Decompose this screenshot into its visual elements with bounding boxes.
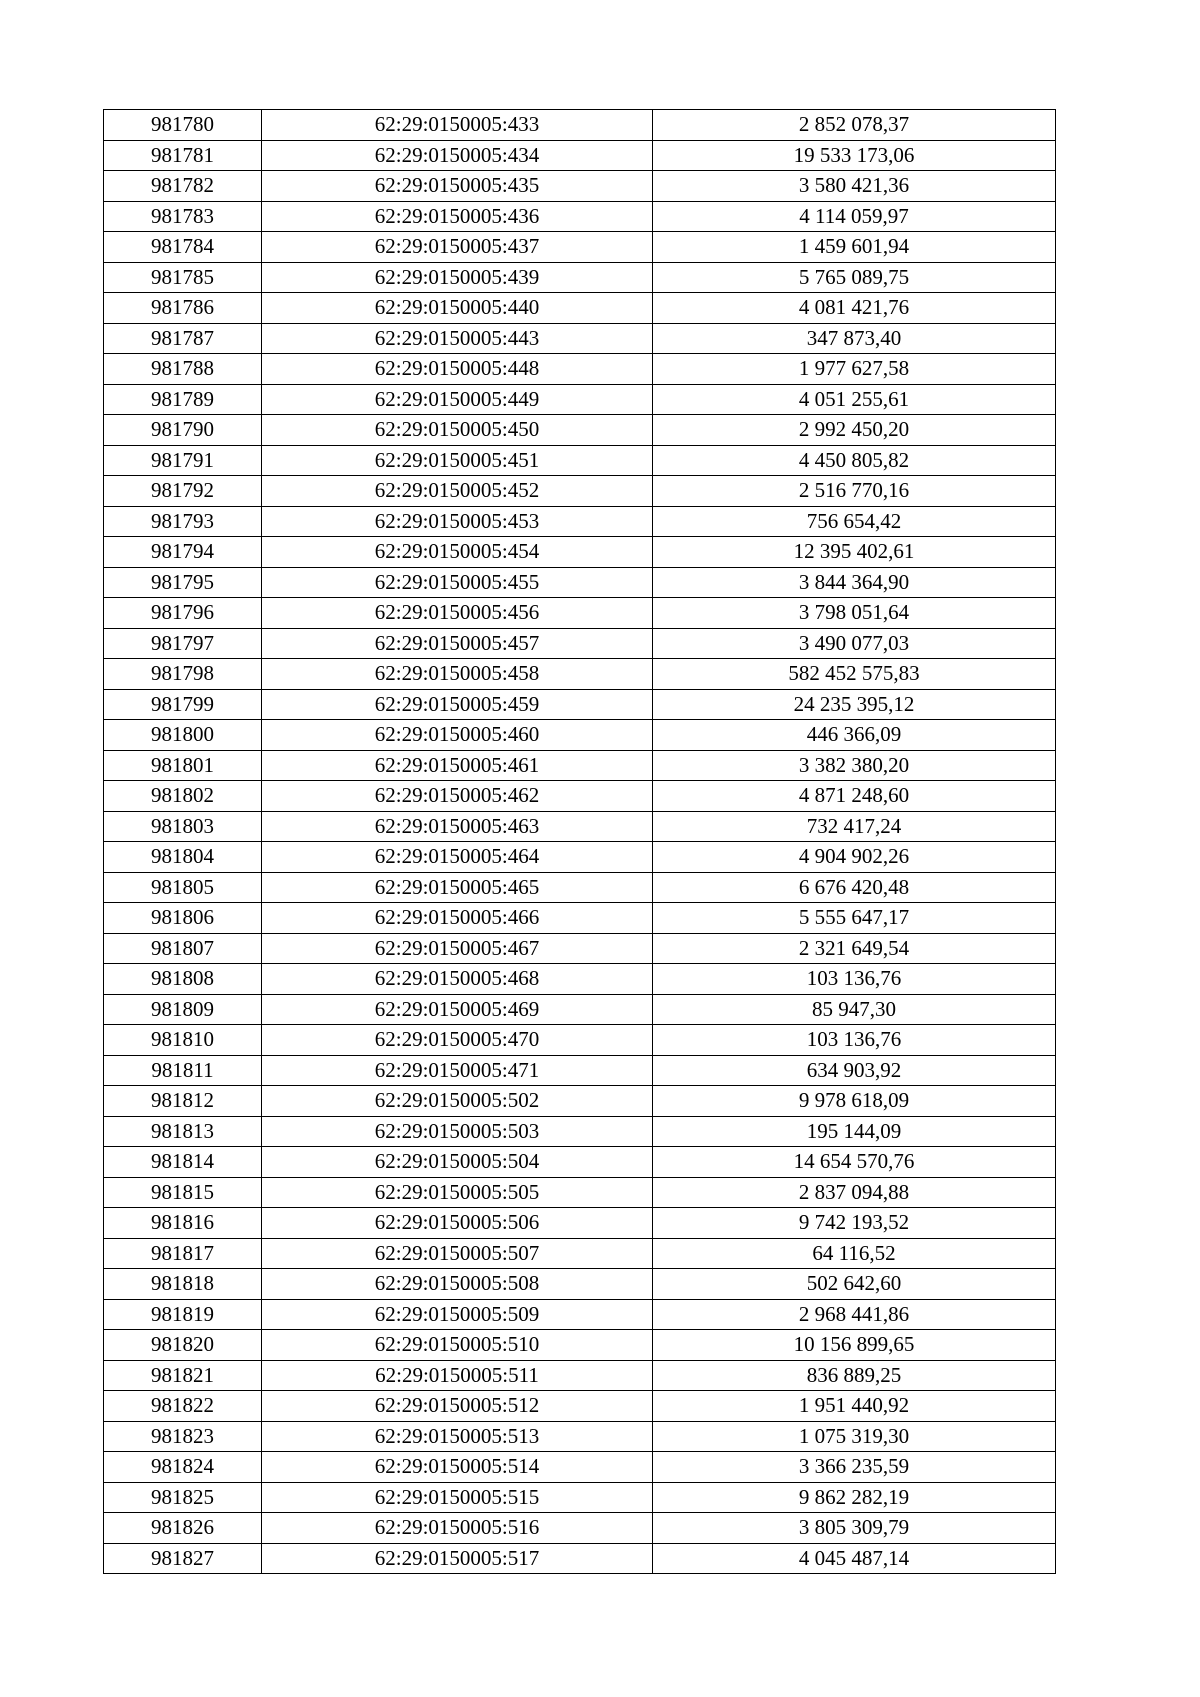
- cadastral-value-cell: 4 051 255,61: [653, 384, 1056, 415]
- row-number-cell: 981821: [104, 1360, 262, 1391]
- cadastral-value-cell: 4 114 059,97: [653, 201, 1056, 232]
- row-number-cell: 981800: [104, 720, 262, 751]
- row-number-cell: 981813: [104, 1116, 262, 1147]
- cadastral-value-cell: 3 490 077,03: [653, 628, 1056, 659]
- cadastral-value-cell: 4 081 421,76: [653, 293, 1056, 324]
- cadastral-number-cell: 62:29:0150005:453: [262, 506, 653, 537]
- cadastral-number-cell: 62:29:0150005:460: [262, 720, 653, 751]
- row-number-cell: 981817: [104, 1238, 262, 1269]
- cadastral-value-cell: 2 992 450,20: [653, 415, 1056, 446]
- cadastral-value-cell: 4 871 248,60: [653, 781, 1056, 812]
- cadastral-value-cell: 3 366 235,59: [653, 1452, 1056, 1483]
- row-number-cell: 981803: [104, 811, 262, 842]
- table-row: [104, 537, 1056, 568]
- cadastral-number-cell: 62:29:0150005:450: [262, 415, 653, 446]
- cadastral-number-cell: 62:29:0150005:511: [262, 1360, 653, 1391]
- table-row: [104, 689, 1056, 720]
- row-number-cell: 981820: [104, 1330, 262, 1361]
- cadastral-value-cell: 502 642,60: [653, 1269, 1056, 1300]
- cadastral-value-cell: 732 417,24: [653, 811, 1056, 842]
- table-row: [104, 1238, 1056, 1269]
- row-number-cell: 981804: [104, 842, 262, 873]
- cadastral-number-cell: 62:29:0150005:467: [262, 933, 653, 964]
- cadastral-value-cell: 10 156 899,65: [653, 1330, 1056, 1361]
- cadastral-number-cell: 62:29:0150005:471: [262, 1055, 653, 1086]
- row-number-cell: 981792: [104, 476, 262, 507]
- table-row: [104, 232, 1056, 263]
- row-number-cell: 981793: [104, 506, 262, 537]
- table-row: [104, 1543, 1056, 1574]
- table-row: [104, 1208, 1056, 1239]
- table-row: [104, 1299, 1056, 1330]
- table-row: [104, 811, 1056, 842]
- cadastral-value-cell: 2 321 649,54: [653, 933, 1056, 964]
- cadastral-value-cell: 3 805 309,79: [653, 1513, 1056, 1544]
- cadastral-number-cell: 62:29:0150005:457: [262, 628, 653, 659]
- table-row: [104, 1086, 1056, 1117]
- row-number-cell: 981808: [104, 964, 262, 995]
- cadastral-number-cell: 62:29:0150005:517: [262, 1543, 653, 1574]
- cadastral-number-cell: 62:29:0150005:510: [262, 1330, 653, 1361]
- row-number-cell: 981789: [104, 384, 262, 415]
- row-number-cell: 981812: [104, 1086, 262, 1117]
- cadastral-number-cell: 62:29:0150005:507: [262, 1238, 653, 1269]
- cadastral-value-cell: 103 136,76: [653, 1025, 1056, 1056]
- table-row: [104, 750, 1056, 781]
- row-number-cell: 981826: [104, 1513, 262, 1544]
- cadastral-number-cell: 62:29:0150005:439: [262, 262, 653, 293]
- table-row: [104, 384, 1056, 415]
- cadastral-number-cell: 62:29:0150005:470: [262, 1025, 653, 1056]
- row-number-cell: 981809: [104, 994, 262, 1025]
- cadastral-value-cell: 103 136,76: [653, 964, 1056, 995]
- table-row: [104, 1513, 1056, 1544]
- row-number-cell: 981785: [104, 262, 262, 293]
- row-number-cell: 981802: [104, 781, 262, 812]
- table-row: [104, 781, 1056, 812]
- cadastral-number-cell: 62:29:0150005:448: [262, 354, 653, 385]
- table-row: [104, 1055, 1056, 1086]
- cadastral-number-cell: 62:29:0150005:506: [262, 1208, 653, 1239]
- cadastral-number-cell: 62:29:0150005:455: [262, 567, 653, 598]
- cadastral-number-cell: 62:29:0150005:456: [262, 598, 653, 629]
- cadastral-value-cell: 836 889,25: [653, 1360, 1056, 1391]
- cadastral-value-cell: 4 450 805,82: [653, 445, 1056, 476]
- cadastral-value-cell: 4 045 487,14: [653, 1543, 1056, 1574]
- table-row: [104, 842, 1056, 873]
- cadastral-number-cell: 62:29:0150005:435: [262, 171, 653, 202]
- table-row: [104, 171, 1056, 202]
- table-row: [104, 598, 1056, 629]
- table-row: [104, 933, 1056, 964]
- cadastral-number-cell: 62:29:0150005:462: [262, 781, 653, 812]
- cadastral-value-cell: 195 144,09: [653, 1116, 1056, 1147]
- row-number-cell: 981823: [104, 1421, 262, 1452]
- row-number-cell: 981780: [104, 110, 262, 141]
- cadastral-value-cell: 4 904 902,26: [653, 842, 1056, 873]
- cadastral-value-cell: 3 382 380,20: [653, 750, 1056, 781]
- cadastral-value-cell: 12 395 402,61: [653, 537, 1056, 568]
- table-row: [104, 110, 1056, 141]
- cadastral-number-cell: 62:29:0150005:464: [262, 842, 653, 873]
- cadastral-number-cell: 62:29:0150005:433: [262, 110, 653, 141]
- table-row: [104, 1116, 1056, 1147]
- cadastral-value-cell: 1 459 601,94: [653, 232, 1056, 263]
- table-row: [104, 659, 1056, 690]
- cadastral-value-cell: 24 235 395,12: [653, 689, 1056, 720]
- table-row: [104, 476, 1056, 507]
- cadastral-number-cell: 62:29:0150005:468: [262, 964, 653, 995]
- row-number-cell: 981781: [104, 140, 262, 171]
- cadastral-value-cell: 85 947,30: [653, 994, 1056, 1025]
- row-number-cell: 981811: [104, 1055, 262, 1086]
- row-number-cell: 981822: [104, 1391, 262, 1422]
- cadastral-number-cell: 62:29:0150005:516: [262, 1513, 653, 1544]
- cadastral-value-table: [103, 109, 1056, 1574]
- row-number-cell: 981791: [104, 445, 262, 476]
- table-row: [104, 994, 1056, 1025]
- row-number-cell: 981787: [104, 323, 262, 354]
- cadastral-number-cell: 62:29:0150005:443: [262, 323, 653, 354]
- table-row: [104, 140, 1056, 171]
- cadastral-value-cell: 3 798 051,64: [653, 598, 1056, 629]
- table-row: [104, 628, 1056, 659]
- table-row: [104, 1330, 1056, 1361]
- table-row: [104, 903, 1056, 934]
- cadastral-value-cell: 14 654 570,76: [653, 1147, 1056, 1178]
- cadastral-number-cell: 62:29:0150005:502: [262, 1086, 653, 1117]
- table-body: [104, 110, 1056, 1574]
- cadastral-number-cell: 62:29:0150005:513: [262, 1421, 653, 1452]
- row-number-cell: 981824: [104, 1452, 262, 1483]
- cadastral-value-cell: 19 533 173,06: [653, 140, 1056, 171]
- row-number-cell: 981788: [104, 354, 262, 385]
- cadastral-value-cell: 756 654,42: [653, 506, 1056, 537]
- row-number-cell: 981818: [104, 1269, 262, 1300]
- row-number-cell: 981784: [104, 232, 262, 263]
- cadastral-value-cell: 2 516 770,16: [653, 476, 1056, 507]
- cadastral-number-cell: 62:29:0150005:509: [262, 1299, 653, 1330]
- table-row: [104, 1360, 1056, 1391]
- table-row: [104, 415, 1056, 446]
- table-row: [104, 262, 1056, 293]
- row-number-cell: 981799: [104, 689, 262, 720]
- cadastral-value-cell: 1 951 440,92: [653, 1391, 1056, 1422]
- row-number-cell: 981796: [104, 598, 262, 629]
- row-number-cell: 981814: [104, 1147, 262, 1178]
- row-number-cell: 981807: [104, 933, 262, 964]
- row-number-cell: 981798: [104, 659, 262, 690]
- table-row: [104, 323, 1056, 354]
- table-row: [104, 964, 1056, 995]
- cadastral-value-cell: 9 978 618,09: [653, 1086, 1056, 1117]
- table-row: [104, 1421, 1056, 1452]
- cadastral-value-cell: 1 075 319,30: [653, 1421, 1056, 1452]
- table-row: [104, 1482, 1056, 1513]
- cadastral-number-cell: 62:29:0150005:508: [262, 1269, 653, 1300]
- cadastral-value-cell: 582 452 575,83: [653, 659, 1056, 690]
- cadastral-value-cell: 64 116,52: [653, 1238, 1056, 1269]
- table-row: [104, 354, 1056, 385]
- table-row: [104, 1452, 1056, 1483]
- cadastral-number-cell: 62:29:0150005:469: [262, 994, 653, 1025]
- cadastral-value-cell: 9 742 193,52: [653, 1208, 1056, 1239]
- row-number-cell: 981819: [104, 1299, 262, 1330]
- row-number-cell: 981815: [104, 1177, 262, 1208]
- cadastral-number-cell: 62:29:0150005:459: [262, 689, 653, 720]
- row-number-cell: 981795: [104, 567, 262, 598]
- table-row: [104, 201, 1056, 232]
- cadastral-number-cell: 62:29:0150005:436: [262, 201, 653, 232]
- cadastral-number-cell: 62:29:0150005:454: [262, 537, 653, 568]
- cadastral-number-cell: 62:29:0150005:465: [262, 872, 653, 903]
- row-number-cell: 981797: [104, 628, 262, 659]
- cadastral-value-cell: 634 903,92: [653, 1055, 1056, 1086]
- cadastral-number-cell: 62:29:0150005:512: [262, 1391, 653, 1422]
- table-row: [104, 567, 1056, 598]
- table-row: [104, 872, 1056, 903]
- row-number-cell: 981825: [104, 1482, 262, 1513]
- table-row: [104, 1391, 1056, 1422]
- table-row: [104, 293, 1056, 324]
- table-row: [104, 1177, 1056, 1208]
- row-number-cell: 981794: [104, 537, 262, 568]
- cadastral-value-cell: 3 844 364,90: [653, 567, 1056, 598]
- cadastral-number-cell: 62:29:0150005:504: [262, 1147, 653, 1178]
- cadastral-number-cell: 62:29:0150005:449: [262, 384, 653, 415]
- cadastral-value-cell: 5 765 089,75: [653, 262, 1056, 293]
- cadastral-value-cell: 9 862 282,19: [653, 1482, 1056, 1513]
- cadastral-number-cell: 62:29:0150005:437: [262, 232, 653, 263]
- table-row: [104, 506, 1056, 537]
- row-number-cell: 981786: [104, 293, 262, 324]
- cadastral-value-cell: 446 366,09: [653, 720, 1056, 751]
- table-row: [104, 1025, 1056, 1056]
- row-number-cell: 981816: [104, 1208, 262, 1239]
- cadastral-number-cell: 62:29:0150005:503: [262, 1116, 653, 1147]
- row-number-cell: 981783: [104, 201, 262, 232]
- cadastral-value-cell: 5 555 647,17: [653, 903, 1056, 934]
- row-number-cell: 981810: [104, 1025, 262, 1056]
- table-row: [104, 1147, 1056, 1178]
- row-number-cell: 981790: [104, 415, 262, 446]
- row-number-cell: 981805: [104, 872, 262, 903]
- cadastral-value-cell: 3 580 421,36: [653, 171, 1056, 202]
- cadastral-number-cell: 62:29:0150005:458: [262, 659, 653, 690]
- table-row: [104, 445, 1056, 476]
- cadastral-value-cell: 2 968 441,86: [653, 1299, 1056, 1330]
- cadastral-number-cell: 62:29:0150005:505: [262, 1177, 653, 1208]
- cadastral-value-cell: 2 852 078,37: [653, 110, 1056, 141]
- cadastral-number-cell: 62:29:0150005:451: [262, 445, 653, 476]
- cadastral-number-cell: 62:29:0150005:452: [262, 476, 653, 507]
- cadastral-number-cell: 62:29:0150005:461: [262, 750, 653, 781]
- table-row: [104, 1269, 1056, 1300]
- cadastral-value-cell: 1 977 627,58: [653, 354, 1056, 385]
- cadastral-number-cell: 62:29:0150005:515: [262, 1482, 653, 1513]
- table-row: [104, 720, 1056, 751]
- cadastral-value-cell: 347 873,40: [653, 323, 1056, 354]
- cadastral-number-cell: 62:29:0150005:463: [262, 811, 653, 842]
- cadastral-number-cell: 62:29:0150005:440: [262, 293, 653, 324]
- cadastral-number-cell: 62:29:0150005:434: [262, 140, 653, 171]
- row-number-cell: 981782: [104, 171, 262, 202]
- row-number-cell: 981801: [104, 750, 262, 781]
- cadastral-value-cell: 6 676 420,48: [653, 872, 1056, 903]
- row-number-cell: 981827: [104, 1543, 262, 1574]
- cadastral-number-cell: 62:29:0150005:466: [262, 903, 653, 934]
- row-number-cell: 981806: [104, 903, 262, 934]
- cadastral-number-cell: 62:29:0150005:514: [262, 1452, 653, 1483]
- cadastral-value-cell: 2 837 094,88: [653, 1177, 1056, 1208]
